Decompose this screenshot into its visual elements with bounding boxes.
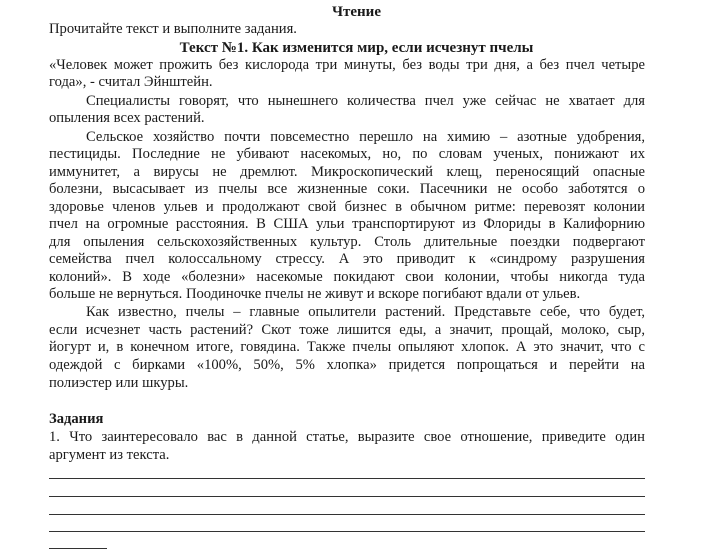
paragraph-3-line-7: для опыления сельскохозяйственных культур. Столь длительные поездки подвергают (49, 234, 645, 250)
paragraph-1-line-2: года», - считал Эйнштейн. (49, 74, 213, 90)
paragraph-4-line-5: полиэстер или шкуры. (49, 375, 189, 391)
paragraph-4-line-4: одеждой с бирками «100%, 50%, 5% хлопка» придется попрощаться и перейти на (49, 357, 645, 373)
paragraph-3-line-5: здоровье членов ульев и продолжают свой бизнес в обычном ритме: перевозят колонии (49, 199, 645, 215)
answer-line (49, 496, 645, 497)
paragraph-3-line-10: больше не вернуться. Поодиночке пчелы не живут и вскоре погибают вдали от ульев. (49, 286, 581, 302)
paragraph-3-line-4: болезни, высасывает из пчелы все жизненные соки. Пасечники не особо заботятся о (49, 181, 645, 197)
text-title: Текст №1. Как изменится мир, если исчезнут пчелы (179, 40, 534, 56)
paragraph-4-line-1: Как известно, пчелы – главные опылители растений. Представьте себе, что будет, (86, 304, 645, 320)
tasks-title: Задания (49, 411, 104, 427)
paragraph-2-line-2: опыления всех растений. (49, 110, 205, 126)
task-1-line-1: 1. Что заинтересовало вас в данной статье, выразите свое отношение, приведите один (49, 429, 645, 445)
paragraph-1-line-1: «Человек может прожить без кислорода три минуты, без воды три дня, а без пчел четыре (49, 57, 645, 73)
paragraph-3-line-3: иммунитет, а вирусы не дремлют. Микроскопический клещ, переносящий опасные (49, 164, 645, 180)
answer-line (49, 478, 645, 479)
paragraph-3-line-2: пестициды. Последние не убивают насекомых, но, по словам ученых, понижают их (49, 146, 645, 162)
answer-line (49, 514, 645, 515)
instruction-text: Прочитайте текст и выполните задания. (49, 21, 297, 37)
task-1-line-2: аргумент из текста. (49, 447, 170, 463)
answer-line-short (49, 548, 107, 549)
section-title: Чтение (332, 4, 381, 20)
paragraph-4-line-3: йогурт и, в конечном итоге, говядина. Также пчелы опыляют хлопок. А это значит, что с (49, 339, 645, 355)
paragraph-3-line-8: семейства пчел колоссальному стрессу. А это приводит к «синдрому разрушения (49, 251, 645, 267)
answer-line (49, 531, 645, 532)
paragraph-4-line-2: если исчезнет часть растений? Скот тоже лишится еды, а значит, прощай, молоко, сыр, (49, 322, 645, 338)
paragraph-3-line-9: колоний». В ходе «болезни» насекомые покидают свои колонии, чтобы никогда туда (49, 269, 645, 285)
paragraph-3-line-6: пчел на огромные расстояния. В США ульи транспортируют из Флориды в Калифорнию (49, 216, 645, 232)
paragraph-3-line-1: Сельское хозяйство почти повсеместно перешло на химию – азотные удобрения, (86, 129, 645, 145)
paragraph-2-line-1: Специалисты говорят, что нынешнего количества пчел уже сейчас не хватает для (86, 93, 645, 109)
